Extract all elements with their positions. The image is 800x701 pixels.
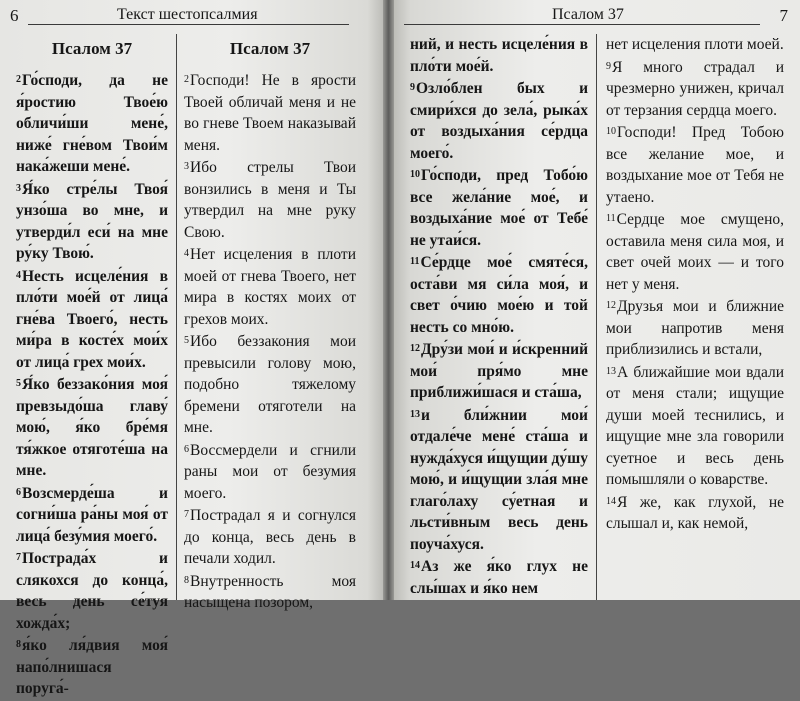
verse-number: 4	[16, 269, 21, 281]
verse-number: 6	[184, 443, 189, 455]
verse-number: 7	[16, 552, 21, 563]
verse-text: я́ко ля́двия моя́ напо́лнишася поруга́-	[16, 637, 168, 697]
verse-text: Возсмерде́ша и согни́ша ра́ны моя́ от лица́ безу́мия моего́.	[16, 484, 168, 545]
verse-number: 7	[184, 509, 189, 520]
verse	[606, 362, 784, 491]
verse-number: 11	[606, 213, 616, 224]
verse-text: Господи! Пред Тобою все желание мое, и воздыхание мое от Тебя не утаено.	[606, 124, 784, 206]
column-divider	[596, 34, 597, 600]
psalm-heading: Псалом 37	[51, 39, 133, 58]
verse-text: и бли́жнии мои́ отдале́че мене́ ста́ша и нужда́хуся и́щущии ду́шу мою́, и и́щущии зла́я мне глаго́лаху су́етная и льсти́вным весь день поуча́хуся.	[410, 406, 588, 553]
verse-text: Нет исцеления в плоти моей от гнева Твоего, нет мира в костях моих от грехов моих.	[184, 246, 356, 328]
verse-text: Пострадал я и согнулся до конца, весь день в печали ходил.	[184, 507, 356, 567]
verse-text: А ближайшие мои вдали от меня стали; ищущие души моей теснились, и ищущие мне зла говорили суетное и весь день помышляли о коварстве.	[606, 363, 784, 488]
verse	[606, 492, 784, 535]
verse-text: Воссмердели и сгнили раны мои от безумия моего.	[184, 441, 356, 502]
verse	[16, 70, 168, 178]
verse-number: 14	[606, 495, 616, 507]
verse	[410, 405, 588, 556]
left-page	[0, 0, 383, 697]
verse	[410, 34, 588, 77]
verse-text: Го́споди, да не я́ростию Твое́ю обличи́ши мене́, ниже́ гне́вом Твои́м нака́жеши мене́.	[16, 72, 168, 175]
verse-number: 10	[606, 126, 616, 137]
verse-number: 2	[16, 74, 21, 85]
verse-number: 12	[606, 300, 616, 311]
verse-number: 2	[184, 74, 189, 85]
header-rule	[404, 24, 760, 25]
right-page-header	[394, 0, 800, 28]
verse	[184, 331, 356, 439]
verse-number: 8	[16, 639, 21, 650]
running-title: Псалом 37	[552, 6, 624, 23]
verse-number: 13	[410, 408, 420, 420]
verse	[16, 483, 168, 548]
verse	[184, 70, 356, 156]
verse-text: Я́ко беззако́ния моя́ превзыдо́ша главу́ мою́, я́ко бре́мя тя́жкое отяготе́ша на мне.	[16, 376, 168, 479]
verse	[410, 556, 588, 599]
verse	[410, 339, 588, 404]
verse	[410, 165, 588, 251]
verse	[184, 571, 356, 614]
verse-number: 6	[16, 486, 21, 498]
verse-number: 12	[410, 343, 420, 354]
verse-number: 9	[606, 60, 611, 72]
verse	[184, 157, 356, 243]
verse-number: 5	[16, 378, 21, 389]
verse-text: Я же, как глухой, не слышал и, как немой,	[606, 493, 784, 532]
verse-number: 13	[606, 365, 616, 377]
church-slavonic-column	[16, 34, 168, 701]
verse-text: ний, и несть исцеле́ния в пло́ти мое́й.	[410, 36, 588, 75]
verse-number: 10	[410, 169, 420, 180]
page-number: 6	[10, 6, 19, 25]
verse-text: Пострада́х и слякохся до конца́, весь день се́туя хожда́х;	[16, 550, 168, 632]
verse	[606, 296, 784, 361]
verse-text: Озло́блен бых и смири́хся до зела́, рыка́х от воздыха́ния се́рдца моего́.	[410, 80, 588, 162]
verse	[410, 252, 588, 338]
verse	[16, 548, 168, 634]
verse	[410, 78, 588, 164]
verse-number: 9	[410, 82, 415, 93]
verse-number: 3	[184, 161, 189, 172]
verse-number: 8	[184, 574, 189, 586]
verse-text: Се́рдце мое́ смяте́ся, оста́ви мя си́ла моя́, и свет о́чию мое́ю и той несть со мно́ю.	[410, 254, 588, 336]
verse-text: Несть исцеле́ния в пло́ти мое́й от лица́ гне́ва Твоего́, несть ми́ра в косте́х мои́х от лица́ грех мои́х.	[16, 267, 168, 371]
verse	[16, 635, 168, 700]
left-page-header	[0, 0, 383, 28]
verse	[16, 266, 168, 374]
verse	[184, 440, 356, 505]
book-gutter	[383, 0, 394, 600]
verse-text: Сердце мое смущено, оставила меня сила моя, и свет очей моих — и того нет у меня.	[606, 211, 784, 293]
verse	[184, 505, 356, 570]
right-page	[394, 0, 800, 600]
verse-text: Я много страдал и чрезмерно унижен, кричал от терзания сердца моего.	[606, 58, 784, 119]
verse-number: 14	[410, 560, 420, 571]
verse-text: Го́споди, пред Тобо́ю все жела́ние мое́, и воздыха́ние мое́ от Тебе́ не утаи́ся.	[410, 167, 588, 249]
verse	[16, 179, 168, 265]
column-divider	[176, 34, 177, 600]
verse-text: Друзья мои и ближние мои напротив меня приблизились и встали,	[606, 298, 784, 358]
church-slavonic-column	[410, 34, 588, 600]
verse-text: Я́ко стре́лы Твоя́ унзо́ша во мне, и утверди́л еси́ на мне ру́ку Твою́.	[16, 180, 168, 262]
verse-text: нет исцеления плоти моей.	[606, 36, 784, 53]
verse	[606, 122, 784, 208]
verse	[606, 57, 784, 122]
verse-text: Аз же я́ко глух не слы́шах и я́ко нем	[410, 558, 588, 597]
verse-text: Ибо стрелы Твои вонзились в меня и Ты утвердил на мне руку Свою.	[184, 159, 356, 241]
verse	[16, 374, 168, 482]
header-rule	[28, 24, 349, 25]
page-number: 7	[779, 6, 788, 25]
verse-number: 5	[184, 335, 189, 346]
verse-number: 4	[184, 248, 189, 259]
russian-column	[606, 34, 784, 536]
verse-text: Господи! Не в ярости Твоей обличай меня и не во гневе Твоем наказывай меня.	[184, 72, 356, 154]
running-title: Текст шестопсалмия	[117, 6, 258, 23]
psalm-heading: Псалом 37	[229, 39, 311, 58]
verse	[606, 209, 784, 295]
verse	[606, 34, 784, 56]
verse	[184, 244, 356, 330]
verse-number: 3	[16, 182, 21, 194]
verse-text: Внутренность моя насыщена позором,	[184, 572, 356, 611]
verse-number: 11	[410, 256, 420, 267]
russian-column	[184, 34, 356, 615]
verse-text: Ибо беззакония мои превысили голову мою, подобно тяжелому бремени отяготели на мне.	[184, 333, 356, 436]
verse-text: Дру́зи мои́ и и́скренний мои́ пря́мо мне приближи́шася и ста́ша,	[410, 341, 588, 401]
